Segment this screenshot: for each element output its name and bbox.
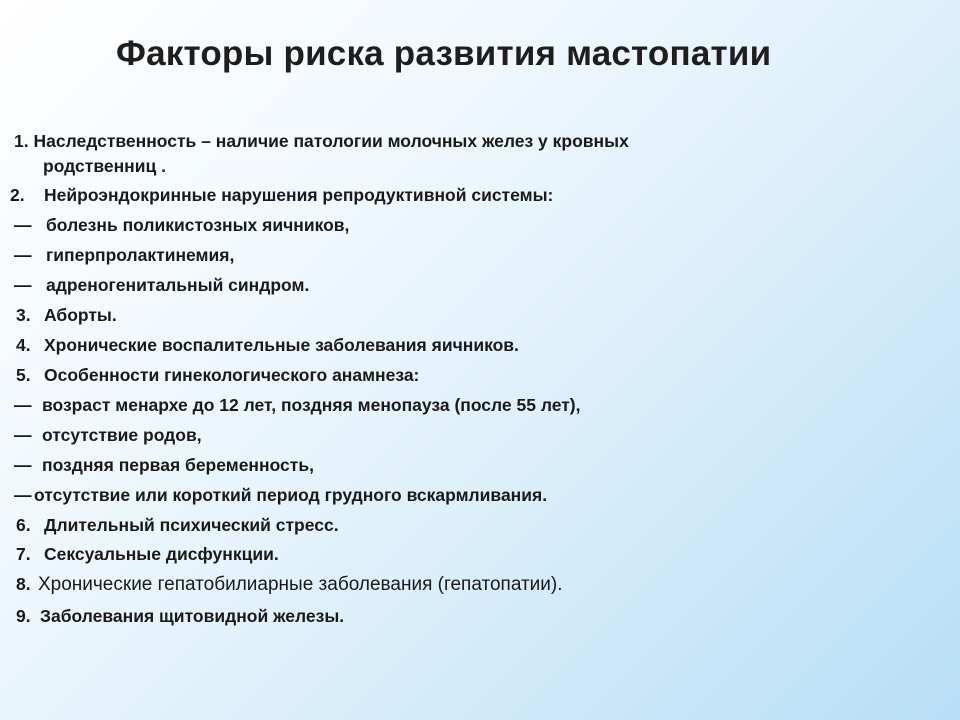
list-item-5 (16, 364, 419, 386)
list-item-4 (16, 334, 519, 356)
sub-item-menarche (14, 394, 581, 416)
list-item-text: болезнь поликистозных яичников, (46, 215, 350, 235)
list-item-text: возраст менархе до 12 лет, поздняя менопауза (после 55 лет), (42, 395, 581, 415)
list-item-text: Нейроэндокринные нарушения репродуктивной системы: (44, 185, 554, 205)
list-item-number: 7. (16, 544, 31, 564)
list-item-text: Аборты. (44, 305, 117, 325)
list-item-text: Сексуальные дисфункции. (44, 544, 279, 564)
list-item-number: 8. (16, 574, 31, 594)
list-item-3 (16, 304, 117, 326)
list-item-number: 1. (14, 131, 29, 151)
list-item-9 (16, 605, 344, 627)
list-item-number: 4. (16, 335, 31, 355)
list-item-text: Хронические гепатобилиарные заболевания (гепатопатии). (38, 574, 563, 595)
list-item-2 (10, 184, 553, 206)
list-item-text: Особенности гинекологического анамнеза: (44, 365, 420, 385)
dash-bullet: — (14, 215, 32, 235)
dash-bullet: — (14, 485, 32, 505)
list-item-text: родственниц . (43, 156, 166, 176)
sub-item-adrenogenital (14, 274, 309, 296)
sub-item-late-pregnancy (14, 454, 314, 476)
dash-bullet: — (14, 395, 32, 415)
sub-item-no-births (14, 424, 202, 446)
list-item-text: адреногенитальный синдром. (46, 275, 310, 295)
list-item-text: отсутствие родов, (42, 425, 202, 445)
list-item-text: Заболевания щитовидной железы. (40, 606, 345, 626)
sub-item-breastfeeding (14, 484, 547, 506)
sub-item-polycystic (14, 214, 349, 236)
list-item-number: 5. (16, 365, 31, 385)
list-item-1-continuation (43, 155, 166, 177)
list-item-number: 3. (16, 305, 31, 325)
list-item-1 (14, 130, 629, 152)
dash-bullet: — (14, 275, 32, 295)
list-item-number: 9. (16, 606, 31, 626)
dash-bullet: — (14, 425, 32, 445)
list-item-number: 6. (16, 515, 31, 535)
slide-title: Факторы риска развития мастопатии (116, 34, 772, 73)
dash-bullet: — (14, 245, 32, 265)
list-item-number: 2. (10, 185, 25, 205)
list-item-7 (16, 543, 279, 565)
list-item-8 (16, 573, 563, 596)
list-item-text: Наследственность – наличие патологии молочных желез у кровных (33, 131, 629, 151)
list-item-text: Длительный психический стресс. (44, 515, 339, 535)
list-item-text: Хронические воспалительные заболевания яичников. (44, 335, 519, 355)
list-item-text: отсутствие или короткий период грудного вскармливания. (34, 485, 548, 505)
list-item-text: гиперпролактинемия, (46, 245, 235, 265)
list-item-text: поздняя первая беременность, (42, 455, 314, 475)
sub-item-hyperprolactinemia (14, 244, 234, 266)
dash-bullet: — (14, 455, 32, 475)
list-item-6 (16, 514, 339, 536)
